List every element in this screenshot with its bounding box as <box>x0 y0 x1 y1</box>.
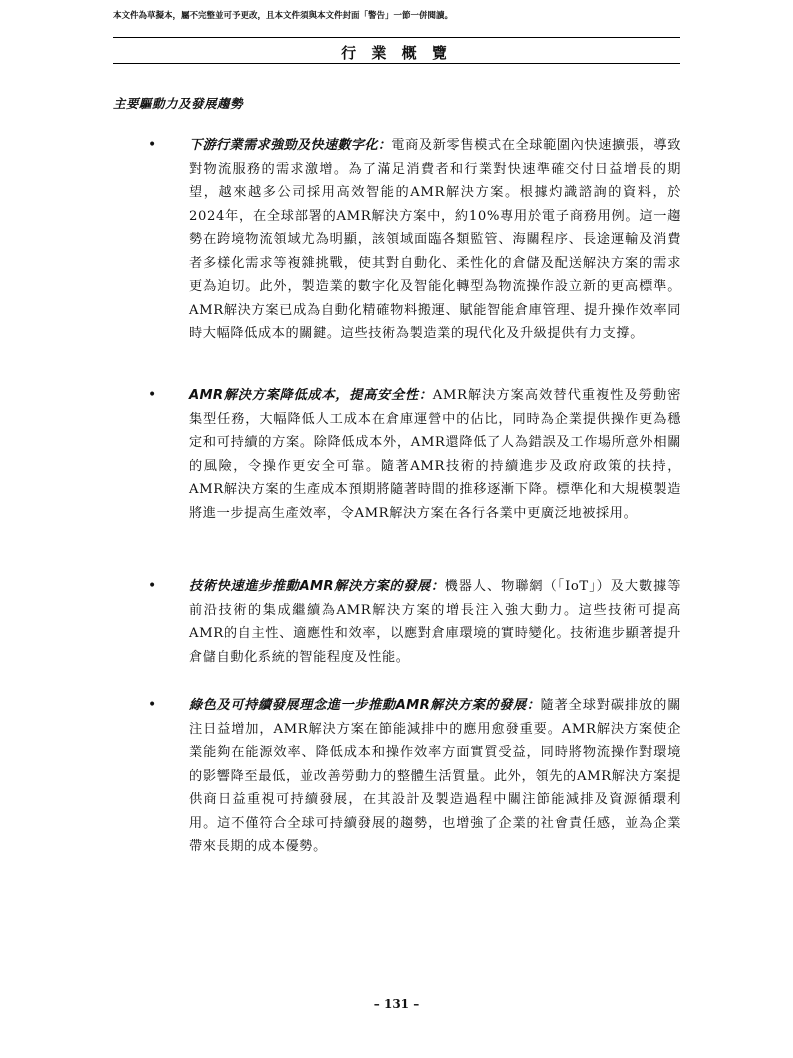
section-title: 行 業 概 覽 <box>341 44 452 62</box>
bullet-lead: AMR解決方案降低成本，提高安全性： <box>189 388 433 403</box>
bullet-paragraph <box>189 575 681 669</box>
bullet-marker: • <box>148 137 157 153</box>
bullet-lead: 綠色及可持續發展理念進一步推動AMR解決方案的發展： <box>189 698 541 713</box>
header-divider-top <box>113 37 680 38</box>
bullet-body: AMR解決方案高效替代重複性及勞動密集型任務，大幅降低人工成本在倉庫運營中的佔比，同時為企業提供操作更為穩定和可持續的方案。除降低成本外，AMR還降低了人為錯誤及工作場所意外相關的風險，令操作更安全可靠。隨著AMR技術的持續進步及政府政策的扶持，AMR解決方案的生產成本預期將隨著時間的推移逐漸下降。標準化和大規模製造將進一步提高生產效率，令AMR解決方案在各行各業中更廣泛地被採用。 <box>189 388 681 521</box>
bullet-paragraph <box>189 694 681 859</box>
bullet-paragraph <box>189 134 681 346</box>
page-number: – 131 – <box>373 997 420 1011</box>
draft-disclaimer: 本文件為草擬本，屬不完整並可予更改，且本文件須與本文件封面「警告」一節一併閱讀。 <box>113 11 454 21</box>
subheading-drivers-trends: 主要驅動力及發展趨勢 <box>113 96 244 111</box>
header-divider-bottom <box>113 63 680 64</box>
bullet-body: 機器人、物聯網（「IoT」）及大數據等前沿技術的集成繼續為AMR解決方案的增長注入強大動力。這些技術可提高AMR的自主性、適應性和效率，以應對倉庫環境的實時變化。技術進步顯著提升倉儲自動化系統的智能程度及性能。 <box>189 579 681 665</box>
bullet-lead: 下游行業需求強勁及快速數字化： <box>189 138 392 153</box>
bullet-body: 隨著全球對碳排放的關注日益增加，AMR解決方案在節能減排中的應用愈發重要。AMR解決方案使企業能夠在能源效率、降低成本和操作效率方面實質受益，同時將物流操作對環境的影響降至最低，並改善勞動力的整體生活質量。此外，領先的AMR解決方案提供商日益重視可持續發展，在其設計及製造過程中關注節能減排及資源循環利用。這不僅符合全球可持續發展的趨勢，也增強了企業的社會責任感，並為企業帶來長期的成本優勢。 <box>189 698 681 854</box>
bullet-marker: • <box>148 697 157 713</box>
bullet-marker: • <box>148 578 157 594</box>
bullet-paragraph <box>189 384 681 525</box>
bullet-body: 電商及新零售模式在全球範圍內快速擴張，導致對物流服務的需求激增。為了滿足消費者和行業對快速準確交付日益增長的期望，越來越多公司採用高效智能的AMR解決方案。根據灼識諮詢的資料，於2024年，在全球部署的AMR解決方案中，約10%專用於電子商務用例。這一趨勢在跨境物流領域尤為明顯，該領域面臨各類監管、海關程序、長途運輸及消費者多樣化需求等複雜挑戰，使其對自動化、柔性化的倉儲及配送解決方案的需求更為迫切。此外，製造業的數字化及智能化轉型為物流操作設立新的更高標準。AMR解決方案已成為自動化精確物料搬運、賦能智能倉庫管理、提升操作效率同時大幅降低成本的關鍵。這些技術為製造業的現代化及升級提供有力支撐。 <box>189 138 681 341</box>
bullet-marker: • <box>148 387 157 403</box>
bullet-lead: 技術快速進步推動AMR解決方案的發展： <box>189 579 445 594</box>
